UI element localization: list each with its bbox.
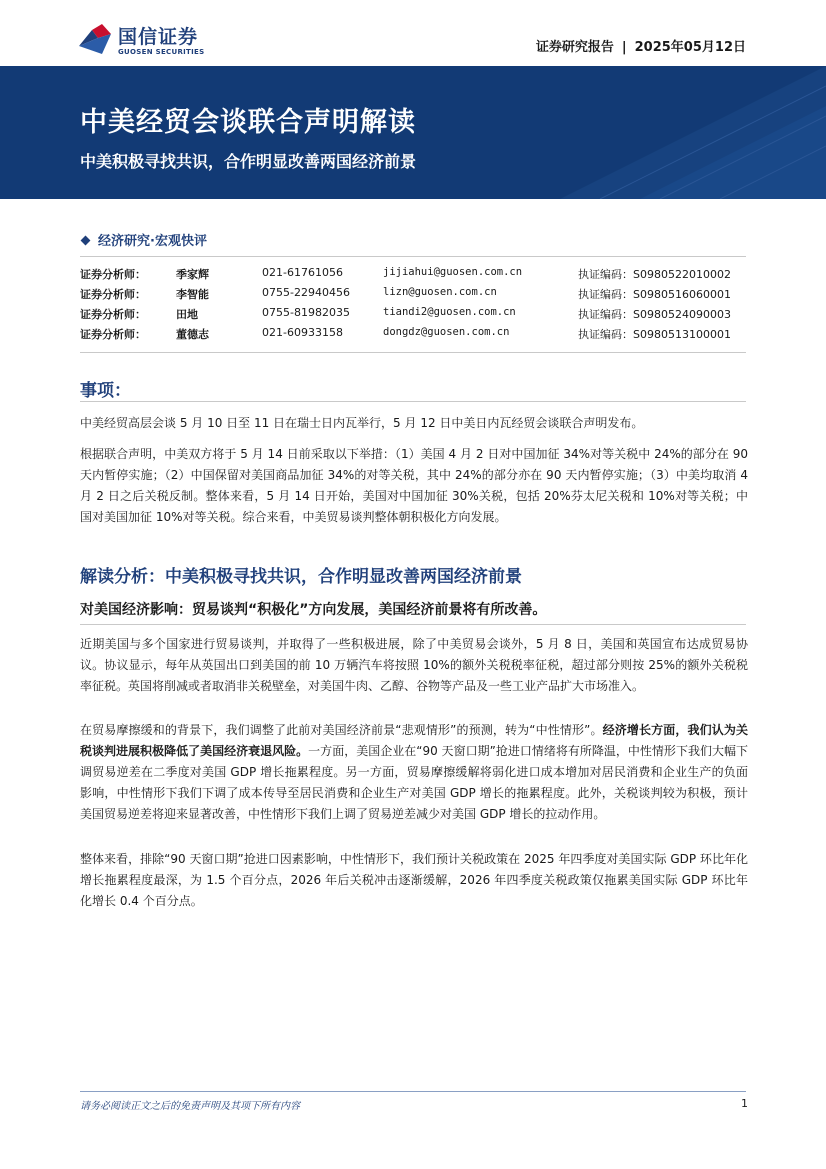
logo-text-en: GUOSEN SECURITIES bbox=[118, 48, 205, 56]
analyst-cert: 执证编码：S0980522010002 bbox=[578, 268, 731, 281]
analyst-cert: 执证编码：S0980524090003 bbox=[578, 308, 731, 321]
paragraph: 整体来看，排除“90 天窗口期”抢进口因素影响，中性情形下，我们预计关税政策在 2025 年四季度对美国实际 GDP 环比年化增长拖累程度最深，为 1.5 个百分点，2026 年后关税冲击逐渐缓解，2026 年四季度关税政策仅拖累美国实际 GDP 环比年化增长 0.4 个百分点。 bbox=[80, 852, 748, 908]
paragraph: 根据联合声明，中美双方将于 5 月 14 日前采取以下举措：（1）美国 4 月 2 日对中国加征 34%对等关税中 24%的部分在 90 天内暂停实施；（2）中国保留对美国商品加征 34%的对等关税，其中 24%的部分亦在 90 天内暂停实施；（3）中美均取消 4 月 2 日之后关税反制。整体来看，5 月 14 日开始，美国对中国加征 30%关税，包括 20%芬太尼关税和 10%对等关税；中国对美国加征 10%对等关税。综合来看，中美贸易谈判整体朝积极化方向发展。 bbox=[80, 447, 748, 524]
analyst-email[interactable]: jijiahui@guosen.com.cn bbox=[383, 266, 523, 278]
analyst-role: 证券分析师： bbox=[80, 328, 146, 341]
page-number: 1 bbox=[741, 1097, 748, 1110]
analyst-row bbox=[80, 326, 760, 346]
divider bbox=[80, 401, 746, 402]
footer-disclaimer: 请务必阅读正文之后的免责声明及其项下所有内容 bbox=[80, 1101, 300, 1112]
diamond-icon bbox=[81, 236, 91, 246]
analyst-name: 董德志 bbox=[176, 328, 209, 341]
analyst-name: 季家辉 bbox=[176, 268, 209, 281]
logo-text-cn: 国信证券 bbox=[118, 26, 199, 48]
analyst-email[interactable]: dongdz@guosen.com.cn bbox=[383, 326, 510, 338]
footer-divider bbox=[80, 1091, 746, 1092]
paragraph-text: 在贸易摩擦缓和的背景下，我们调整了此前对美国经济前景“悲观情形”的预测，转为“中性情形”。 bbox=[80, 723, 603, 737]
analyst-row bbox=[80, 286, 760, 306]
analyst-row bbox=[80, 306, 760, 326]
analyst-phone: 021-61761056 bbox=[262, 266, 343, 279]
section-heading-analysis: 解读分析：中美积极寻找共识，合作明显改善两国经济前景 bbox=[80, 567, 522, 587]
report-type-label: 证券研究报告 | 2025年05月12日 bbox=[535, 40, 746, 55]
analyst-phone: 0755-81982035 bbox=[262, 306, 350, 319]
title-banner bbox=[0, 66, 826, 199]
company-logo bbox=[78, 22, 228, 62]
report-type: 证券研究报告 bbox=[535, 40, 614, 55]
analyst-phone: 021-60933158 bbox=[262, 326, 343, 339]
analyst-cert: 执证编码：S0980516060001 bbox=[578, 288, 731, 301]
report-subtitle: 中美积极寻找共识，合作明显改善两国经济前景 bbox=[80, 152, 417, 171]
divider bbox=[80, 352, 746, 353]
divider bbox=[80, 624, 746, 625]
analyst-phone: 0755-22940456 bbox=[262, 286, 350, 299]
analyst-role: 证券分析师： bbox=[80, 308, 146, 321]
report-date: 2025年05月12日 bbox=[634, 40, 746, 55]
analyst-email[interactable]: tiandi2@guosen.com.cn bbox=[383, 306, 516, 318]
analyst-name: 田地 bbox=[176, 308, 198, 321]
subsection-heading: 对美国经济影响：贸易谈判“积极化”方向发展，美国经济前景将有所改善。 bbox=[80, 602, 547, 618]
divider bbox=[80, 256, 746, 257]
guosen-logo-icon bbox=[78, 24, 112, 56]
analyst-name: 李智能 bbox=[176, 288, 209, 301]
paragraph-emphasis: 经济增长方面，我们认为关税谈判进展积极降低了美国经济衰退风险。 bbox=[80, 723, 748, 758]
analyst-email[interactable]: lizn@guosen.com.cn bbox=[383, 286, 497, 298]
analyst-role: 证券分析师： bbox=[80, 288, 146, 301]
paragraph: 中美经贸高层会谈 5 月 10 日至 11 日在瑞士日内瓦举行，5 月 12 日中美日内瓦经贸会谈联合声明发布。 bbox=[80, 416, 644, 430]
paragraph-text: 一方面，美国企业在“90 天窗口期”抢进口情绪将有所降温，中性情形下我们大幅下调贸易逆差在二季度对美国 GDP 增长拖累程度。另一方面，贸易摩擦缓解将弱化进口成本增加对居民消费和企业生产的负面影响，中性情形下我们下调了成本传导至居民消费和企业生产对美国 GDP 增长的拖累程度。此外，关税谈判较为积极，预计美国贸易逆差将迎来显著改善，中性情形下我们上调了贸易逆差减少对美国 GDP 增长的拉动作用。 bbox=[80, 744, 748, 821]
report-category bbox=[80, 230, 207, 249]
report-title: 中美经贸会谈联合声明解读 bbox=[80, 107, 416, 138]
paragraph: 近期美国与多个国家进行贸易谈判，并取得了一些积极进展，除了中美贸易会谈外，5 月 8 日，美国和英国宣布达成贸易协议。协议显示，每年从英国出口到美国的前 10 万辆汽车将按照 10%的额外关税税率征税，超过部分则按 25%的额外关税税率征税。英国将削减或者取消非关税壁垒，对美国牛肉、乙醇、谷物等产品及一些工业产品扩大市场准入。 bbox=[80, 637, 748, 693]
analyst-cert: 执证编码：S0980513100001 bbox=[578, 328, 731, 341]
analyst-list bbox=[80, 266, 760, 346]
paragraph bbox=[80, 720, 748, 825]
category-label: 经济研究·宏观快评 bbox=[98, 234, 207, 249]
analyst-row bbox=[80, 266, 760, 286]
analyst-role: 证券分析师： bbox=[80, 268, 146, 281]
section-heading-event: 事项： bbox=[80, 381, 131, 401]
